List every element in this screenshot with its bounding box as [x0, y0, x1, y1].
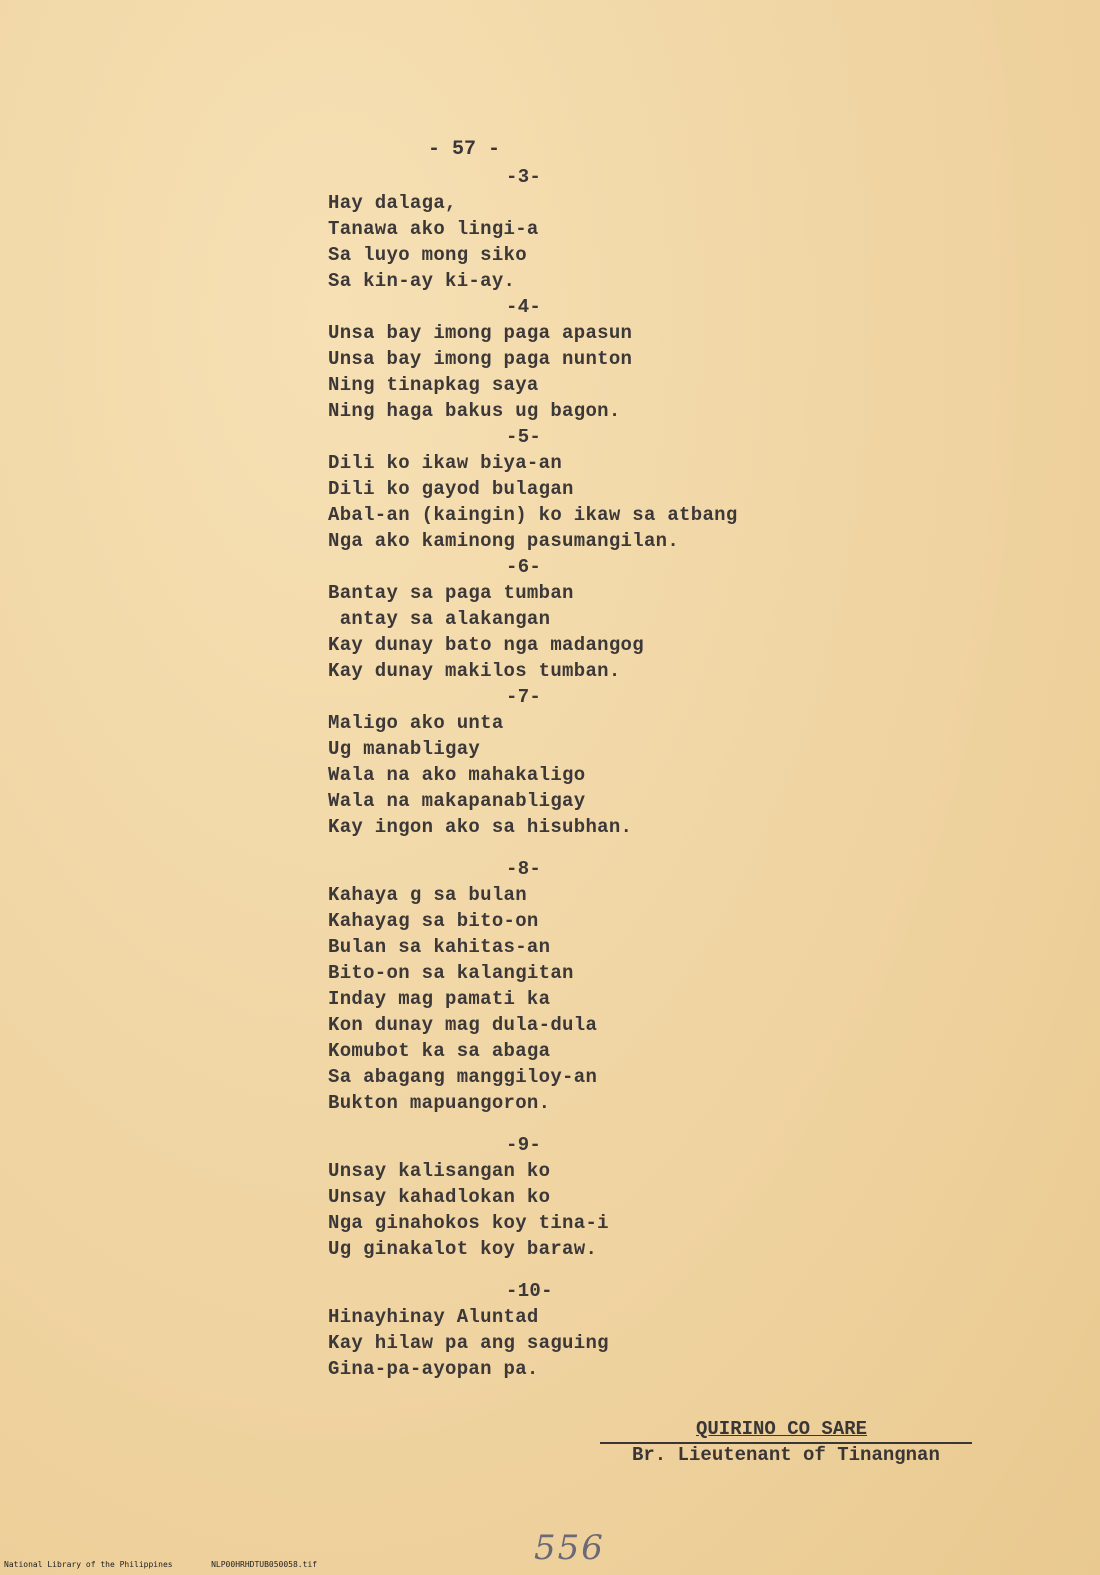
- stanza-number: -4-: [506, 296, 542, 318]
- poem-line: Ug ginakalot koy baraw.: [328, 1238, 598, 1260]
- poem-line: Nga ginahokos koy tina-i: [328, 1212, 609, 1234]
- poem-line: antay sa alakangan: [328, 608, 551, 630]
- poem-line: Kahaya g sa bulan: [328, 884, 527, 906]
- poem-line: Unsay kahadlokan ko: [328, 1186, 551, 1208]
- stanza-number: -10-: [506, 1280, 553, 1302]
- poem-line: Bukton mapuangoron.: [328, 1092, 551, 1114]
- poem-line: Kay dunay makilos tumban.: [328, 660, 621, 682]
- stanza-number: -5-: [506, 426, 542, 448]
- signature-block: [600, 1416, 980, 1466]
- poem-line: Dili ko gayod bulagan: [328, 478, 574, 500]
- stanza-gap: [328, 840, 848, 856]
- poem-line: Nga ako kaminong pasumangilan.: [328, 530, 680, 552]
- poem-line: Wala na ako mahakaligo: [328, 764, 586, 786]
- poem-line: Komubot ka sa abaga: [328, 1040, 551, 1062]
- poem-line: Hay dalaga,: [328, 192, 457, 214]
- signatory-title: Br. Lieutenant of Tinangnan: [600, 1442, 972, 1466]
- poem-line: Ning haga bakus ug bagon.: [328, 400, 621, 422]
- scan-footer: [4, 1560, 317, 1569]
- footer-source: National Library of the Philippines: [4, 1560, 173, 1569]
- poem-line: Bito-on sa kalangitan: [328, 962, 574, 984]
- footer-filename: NLP00HRHDTUB050058.tif: [211, 1560, 318, 1569]
- poem-line: Kay hilaw pa ang saguing: [328, 1332, 609, 1354]
- poem-line: Dili ko ikaw biya-an: [328, 452, 563, 474]
- poem-line: Unsa bay imong paga nunton: [328, 348, 633, 370]
- poem-line: Unsa bay imong paga apasun: [328, 322, 633, 344]
- stanza-number: -9-: [506, 1134, 542, 1156]
- stanza-gap: [328, 1262, 848, 1278]
- poem-line: Kay ingon ako sa hisubhan.: [328, 816, 633, 838]
- stanza-number: -3-: [506, 166, 542, 188]
- poem-line: Kay dunay bato nga madangog: [328, 634, 644, 656]
- poem-line: Kahayag sa bito-on: [328, 910, 539, 932]
- poem-line: Hinayhinay Aluntad: [328, 1306, 539, 1328]
- poem-line: Bulan sa kahitas-an: [328, 936, 551, 958]
- poem-line: Kon dunay mag dula-dula: [328, 1014, 598, 1036]
- poem-line: Sa kin-ay ki-ay.: [328, 270, 516, 292]
- poem-line: Unsay kalisangan ko: [328, 1160, 551, 1182]
- poem-line: Sa luyo mong siko: [328, 244, 527, 266]
- stanza-number: -6-: [506, 556, 542, 578]
- poem-line: Ug manabligay: [328, 738, 481, 760]
- signatory-name: QUIRINO CO SARE: [696, 1418, 868, 1440]
- stanza-number: -7-: [506, 686, 542, 708]
- stanza-gap: [328, 1116, 848, 1132]
- page-number: - 57 -: [428, 138, 501, 161]
- poem-line: Tanawa ako lingi-a: [328, 218, 539, 240]
- poem-line: Ning tinapkag saya: [328, 374, 539, 396]
- poem-line: Abal-an (kaingin) ko ikaw sa atbang: [328, 504, 738, 526]
- handwritten-page-number: 556: [534, 1528, 605, 1568]
- poem-line: Wala na makapanabligay: [328, 790, 586, 812]
- poem-body: [328, 164, 848, 1382]
- poem-line: Gina-pa-ayopan pa.: [328, 1358, 539, 1380]
- stanza-number: -8-: [506, 858, 542, 880]
- poem-line: Sa abagang manggiloy-an: [328, 1066, 598, 1088]
- poem-line: Inday mag pamati ka: [328, 988, 551, 1010]
- poem-line: Maligo ako unta: [328, 712, 504, 734]
- poem-line: Bantay sa paga tumban: [328, 582, 574, 604]
